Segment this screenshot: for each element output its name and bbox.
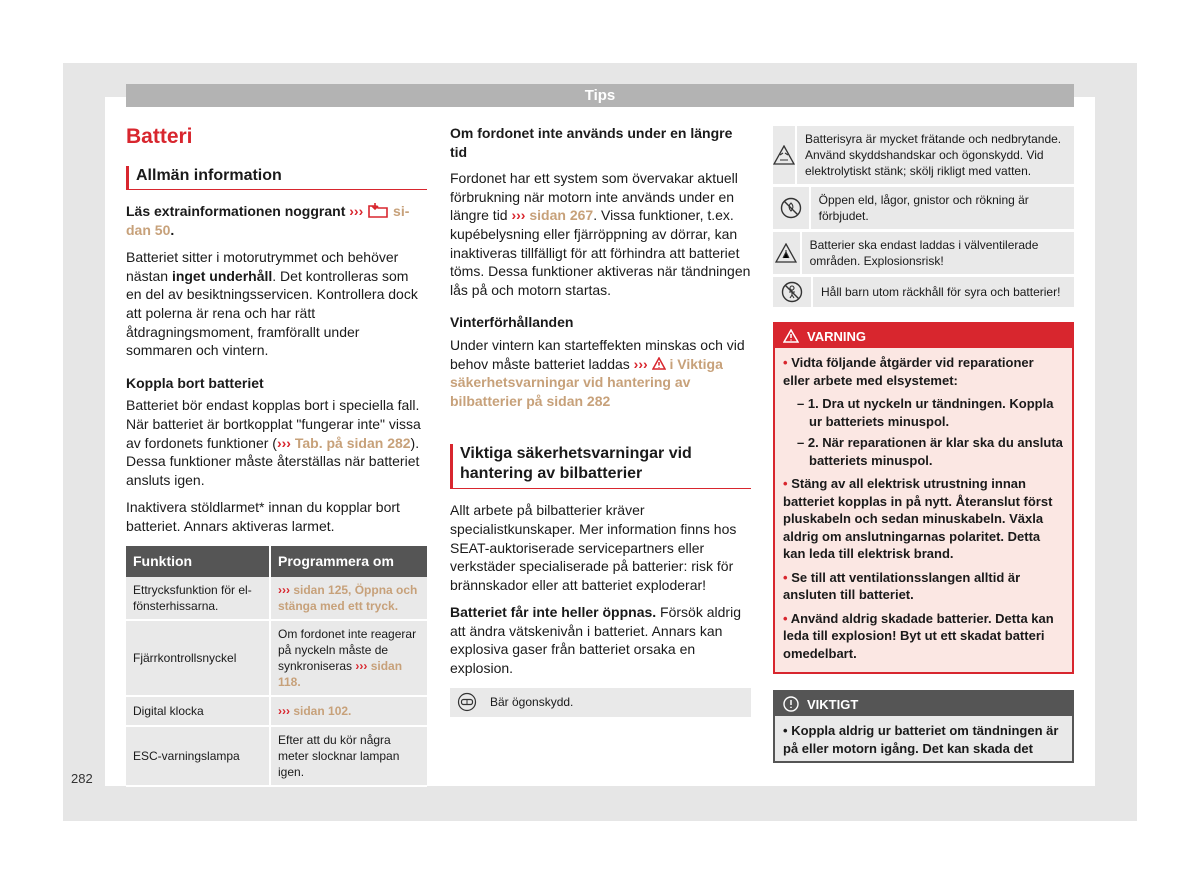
safety-row	[773, 187, 1074, 232]
table-link[interactable]: Tab. på sidan 282	[294, 434, 411, 451]
winter-text: Under vintern kan starteffekten minskas och vid behov måste batteriet laddas	[450, 336, 745, 372]
important-body	[775, 716, 1072, 761]
table-cell-reprogram	[270, 696, 427, 726]
warning-subitem: – 1. Dra ut nyckeln ur tändningen. Koppla ur batteriets minuspol.	[797, 396, 1054, 429]
manual-book-icon	[367, 202, 389, 218]
warning-triangle-icon	[783, 329, 799, 343]
open-text-bold: Batteriet får inte heller öppnas.	[450, 604, 657, 621]
warning-item: • Se till att ventilationsslangen alltid är ansluten till batteriet.	[783, 569, 1021, 602]
corrosive-icon	[773, 126, 797, 184]
disconnect-text-a: Batteriet bör endast kopplas bort i speciella fall. När batteriet är bortkopplat "fungerar inte" vissa av fordonets funktioner (	[126, 397, 421, 451]
intro-text-c: . Det kontrolleras som en del av besiktningsservicen. Kontrollera dock att polerna är rena och har rätt åtdragningsmoment, framförallt under sommaren och vintern.	[126, 267, 418, 359]
warning-text: Använd aldrig skadade batterier. Detta kan leda till explosion! Byt ut ett skadat batteri omedelbart.	[783, 610, 1054, 661]
warning-box	[773, 322, 1074, 674]
table-text: Om fordonet inte reagerar på nyckeln måste de synkroniseras	[278, 626, 417, 673]
warning-text: Stäng av all elektrisk utrustning innan batteriet kopplas in på nytt. Återanslut först pluskabeln och sedan minuskabeln. Växla aldrig om anslutningarnas polaritet. Detta kan leda till elektrisk brand.	[783, 476, 1053, 561]
intro-paragraph	[126, 248, 427, 360]
important-header	[775, 692, 1072, 716]
open-text: Försök aldrig att ändra vätskenivån i batteriet. Annars kan explosiva gaser från batteriet orsaka en explosion.	[450, 604, 741, 677]
chevron-arrows-icon: ›››	[278, 703, 290, 718]
unused-text-a: Fordonet har ett system som övervakar aktuell förbrukning när motorn inte används under en längre tid	[450, 170, 738, 224]
table-link[interactable]: sidan 102.	[293, 703, 352, 718]
chevron-arrows-icon: ›››	[278, 582, 290, 597]
period: .	[170, 221, 175, 238]
read-more-link[interactable]: si-	[393, 203, 410, 219]
eye-note-text: Bär ögonskydd.	[490, 695, 574, 710]
no-fire-icon	[773, 187, 811, 229]
safety-heading: Viktiga säkerhetsvarningar vid hantering av bilbatterier	[450, 444, 751, 489]
table-cell-function: ESC-varningslampa	[126, 726, 270, 786]
table-cell-reprogram	[270, 577, 427, 620]
page-number: 282	[71, 771, 93, 786]
table-cell-function: Fjärrkontrollsnyckel	[126, 620, 270, 696]
chevron-arrows-icon: ›››	[355, 658, 368, 673]
table-cell-reprogram	[270, 620, 427, 696]
column-middle	[450, 124, 751, 717]
table-link[interactable]: sidan 125, Öppna och stänga med ett tryck.	[278, 582, 418, 613]
important-text: Koppla aldrig ur batteriet om tändningen är på eller motorn igång. Det kan skada det	[783, 723, 1059, 756]
column-right	[773, 126, 1074, 763]
page-title: Batteri	[126, 125, 193, 148]
functions-table	[126, 546, 427, 787]
alarm-paragraph: Inaktivera stöldlarmet* innan du kopplar bort batteriet. Annars aktiveras larmet.	[126, 499, 400, 534]
table-cell-reprogram: Efter att du kör några meter slocknar lampan igen.	[270, 726, 427, 786]
safety-text: Öppen eld, lågor, gnistor och rökning är förbjudet.	[818, 193, 1029, 223]
safety-text: Batterisyra är mycket frätande och nedbrytande. Använd skyddshandskar och ögonskydd. Vid elektrolytiskt stänk; skölj rikligt med vatten.	[805, 132, 1062, 178]
intro-text-a: Batteriet sitter i motorutrymmet och behöver nästan	[126, 249, 399, 284]
table-row	[126, 696, 427, 726]
warning-item: • Vidta följande åtgärder vid reparationer eller arbete med elsystemet:	[783, 355, 1034, 388]
important-title: VIKTIGT	[807, 696, 859, 712]
warning-title: VARNING	[807, 328, 866, 344]
read-more-link-2[interactable]: dan 50	[126, 221, 171, 238]
info-circle-icon	[783, 696, 799, 712]
safety-row	[773, 232, 1074, 277]
table-row	[126, 620, 427, 696]
important-box	[773, 690, 1074, 763]
table-row	[126, 726, 427, 786]
table-row	[126, 577, 427, 620]
section-heading: Allmän information	[126, 166, 427, 190]
unused-text-b: . Vissa funktioner, t.ex. kupébelysning eller fjärröppning av dörrar, kan inaktiveras tillfälligt för att förhindra att batteriet töms. Dessa funktioner aktiveras när tändningen lås på och motorn startas.	[450, 207, 751, 298]
safety-row	[773, 126, 1074, 187]
safety-link[interactable]: i Viktiga säkerhetsvarningar vid hantering av bilbatterier på sidan 282	[450, 355, 723, 409]
chevron-arrows-icon: ›››	[349, 203, 364, 219]
table-cell-function: Ettrycksfunktion för el-fönsterhissarna.	[126, 577, 270, 620]
unused-paragraph	[450, 169, 751, 299]
safety-paragraph: Allt arbete på bilbatterier kräver specialistkunskaper. Mer information finns hos SEAT-auktoriserade servicepartners eller verkstäder specialiserade på batterier: risk för brännskador eller att batteriet exploderar!	[450, 502, 737, 593]
eye-protection-note	[450, 688, 751, 717]
explosive-icon	[773, 232, 802, 274]
table-cell-function: Digital klocka	[126, 696, 270, 726]
warning-header	[775, 324, 1072, 348]
no-children-icon	[773, 277, 813, 307]
chevron-arrows-icon: ›››	[633, 355, 648, 372]
warning-text: Se till att ventilationsslangen alltid är ansluten till batteriet.	[783, 569, 1021, 602]
tips-header: Tips	[126, 84, 1074, 107]
warning-subitem: – 2. När reparationen är klar ska du ansluta batteriets minuspol.	[797, 435, 1063, 468]
open-paragraph	[450, 603, 751, 677]
chevron-arrows-icon: ›››	[511, 207, 526, 224]
read-more-note	[126, 202, 427, 239]
winter-paragraph	[450, 336, 751, 410]
important-item: • Koppla aldrig ur batteriet om tändningen är på eller motorn igång. Det kan skada det	[783, 723, 1059, 756]
warning-triangle-icon	[652, 357, 666, 370]
disconnect-heading: Koppla bort batteriet	[126, 374, 264, 391]
safety-text: Håll barn utom räckhåll för syra och batterier!	[821, 285, 1061, 299]
table-header-function: Funktion	[126, 546, 270, 577]
safety-text: Batterier ska endast laddas i välventilerade områden. Explosionsrisk!	[809, 238, 1039, 268]
disconnect-paragraph	[126, 396, 427, 489]
page-link[interactable]: sidan 267	[529, 207, 594, 224]
chevron-arrows-icon: ›››	[276, 434, 291, 451]
warning-item: • Stäng av all elektrisk utrustning innan batteriet kopplas in på nytt. Återanslut först pluskabeln och sedan minuskabeln. Växla aldrig om anslutningarnas polaritet. Detta kan leda till elektrisk brand.	[783, 476, 1053, 561]
intro-text-bold: inget underhåll	[171, 267, 273, 284]
winter-heading: Vinterförhållanden	[450, 314, 574, 331]
goggles-icon	[450, 692, 484, 712]
column-left	[126, 122, 427, 787]
table-link[interactable]: sidan 118.	[278, 658, 403, 689]
read-more-text: Läs extrainformationen noggrant	[126, 203, 346, 219]
warning-item: • Använd aldrig skadade batterier. Detta kan leda till explosion! Byt ut ett skadat batteri omedelbart.	[783, 610, 1054, 661]
safety-row	[773, 277, 1074, 310]
table-header-reprogram: Programmera om	[270, 546, 427, 577]
disconnect-text-b: ). Dessa funktioner måste återställas när batteriet ansluts igen.	[126, 434, 420, 488]
warning-text: Vidta följande åtgärder vid reparationer eller arbete med elsystemet:	[783, 355, 1034, 388]
unused-heading: Om fordonet inte används under en längre tid	[450, 125, 733, 160]
warning-body	[775, 348, 1072, 672]
